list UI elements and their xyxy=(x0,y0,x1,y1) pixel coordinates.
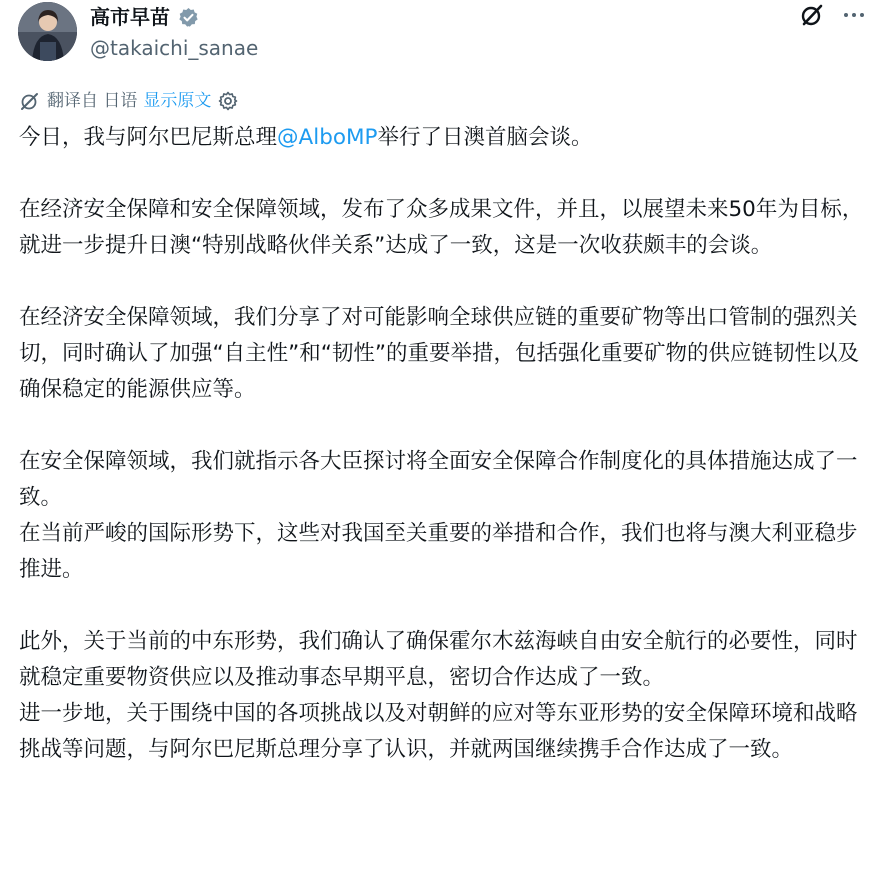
post-actions xyxy=(799,3,865,31)
translation-label: 翻译自 日语 xyxy=(47,91,138,111)
more-icon[interactable] xyxy=(843,4,865,30)
translation-bar xyxy=(19,89,239,113)
paragraph-4-line-2: 在当前严峻的国际形势下，这些对我国至关重要的举措和合作，我们也将与澳大利亚稳步推进。 xyxy=(19,521,858,582)
paragraph-3: 在经济安全保障领域，我们分享了对可能影响全球供应链的重要矿物等出口管制的强烈关切，同时确认了加强“自主性”和“韧性”的重要举措，包括强化重要矿物的供应链韧性以及确保稳定的能源供应等。 xyxy=(19,305,860,402)
grok-icon[interactable] xyxy=(799,2,825,32)
avatar[interactable] xyxy=(18,2,77,61)
paragraph-1 xyxy=(19,120,869,156)
paragraph-2: 在经济安全保障和安全保障领域，发布了众多成果文件，并且，以展望未来50年为目标，就进一步提升日澳“特别战略伙伴关系”达成了一致，这是一次收获颇丰的会谈。 xyxy=(19,197,864,258)
paragraph-1-text-after: 举行了日澳首脑会谈。 xyxy=(377,125,593,150)
paragraph-1-text-before: 今日，我与阿尔巴尼斯总理 xyxy=(19,125,278,150)
avatar-photo xyxy=(18,2,77,61)
verified-badge-icon[interactable] xyxy=(178,7,199,28)
display-name[interactable]: 高市早苗 xyxy=(90,5,170,29)
gear-icon[interactable] xyxy=(217,90,239,112)
paragraph-5-line-2: 进一步地，关于围绕中国的各项挑战以及对朝鲜的应对等东亚形势的安全保障环境和战略挑战等问题，与阿尔巴尼斯总理分享了认识，并就两国继续携手合作达成了一致。 xyxy=(19,701,858,762)
post-body xyxy=(19,120,869,768)
mention-link[interactable]: @AlboMP xyxy=(277,125,378,150)
paragraph-5 xyxy=(19,624,869,768)
paragraph-5-line-1: 此外，关于当前的中东形势，我们确认了确保霍尔木兹海峡自由安全航行的必要性，同时就稳定重要物资供应以及推动事态早期平息，密切合作达成了一致。 xyxy=(19,629,858,690)
show-original-link[interactable]: 显示原文 xyxy=(143,91,212,111)
author-name-row xyxy=(90,3,199,31)
paragraph-4-line-1: 在安全保障领域，我们就指示各大臣探讨将全面安全保障合作制度化的具体措施达成了一致。 xyxy=(19,449,858,510)
author-handle[interactable]: @takaichi_sanae xyxy=(90,36,259,60)
paragraph-4 xyxy=(19,444,869,588)
translate-icon xyxy=(19,90,41,112)
